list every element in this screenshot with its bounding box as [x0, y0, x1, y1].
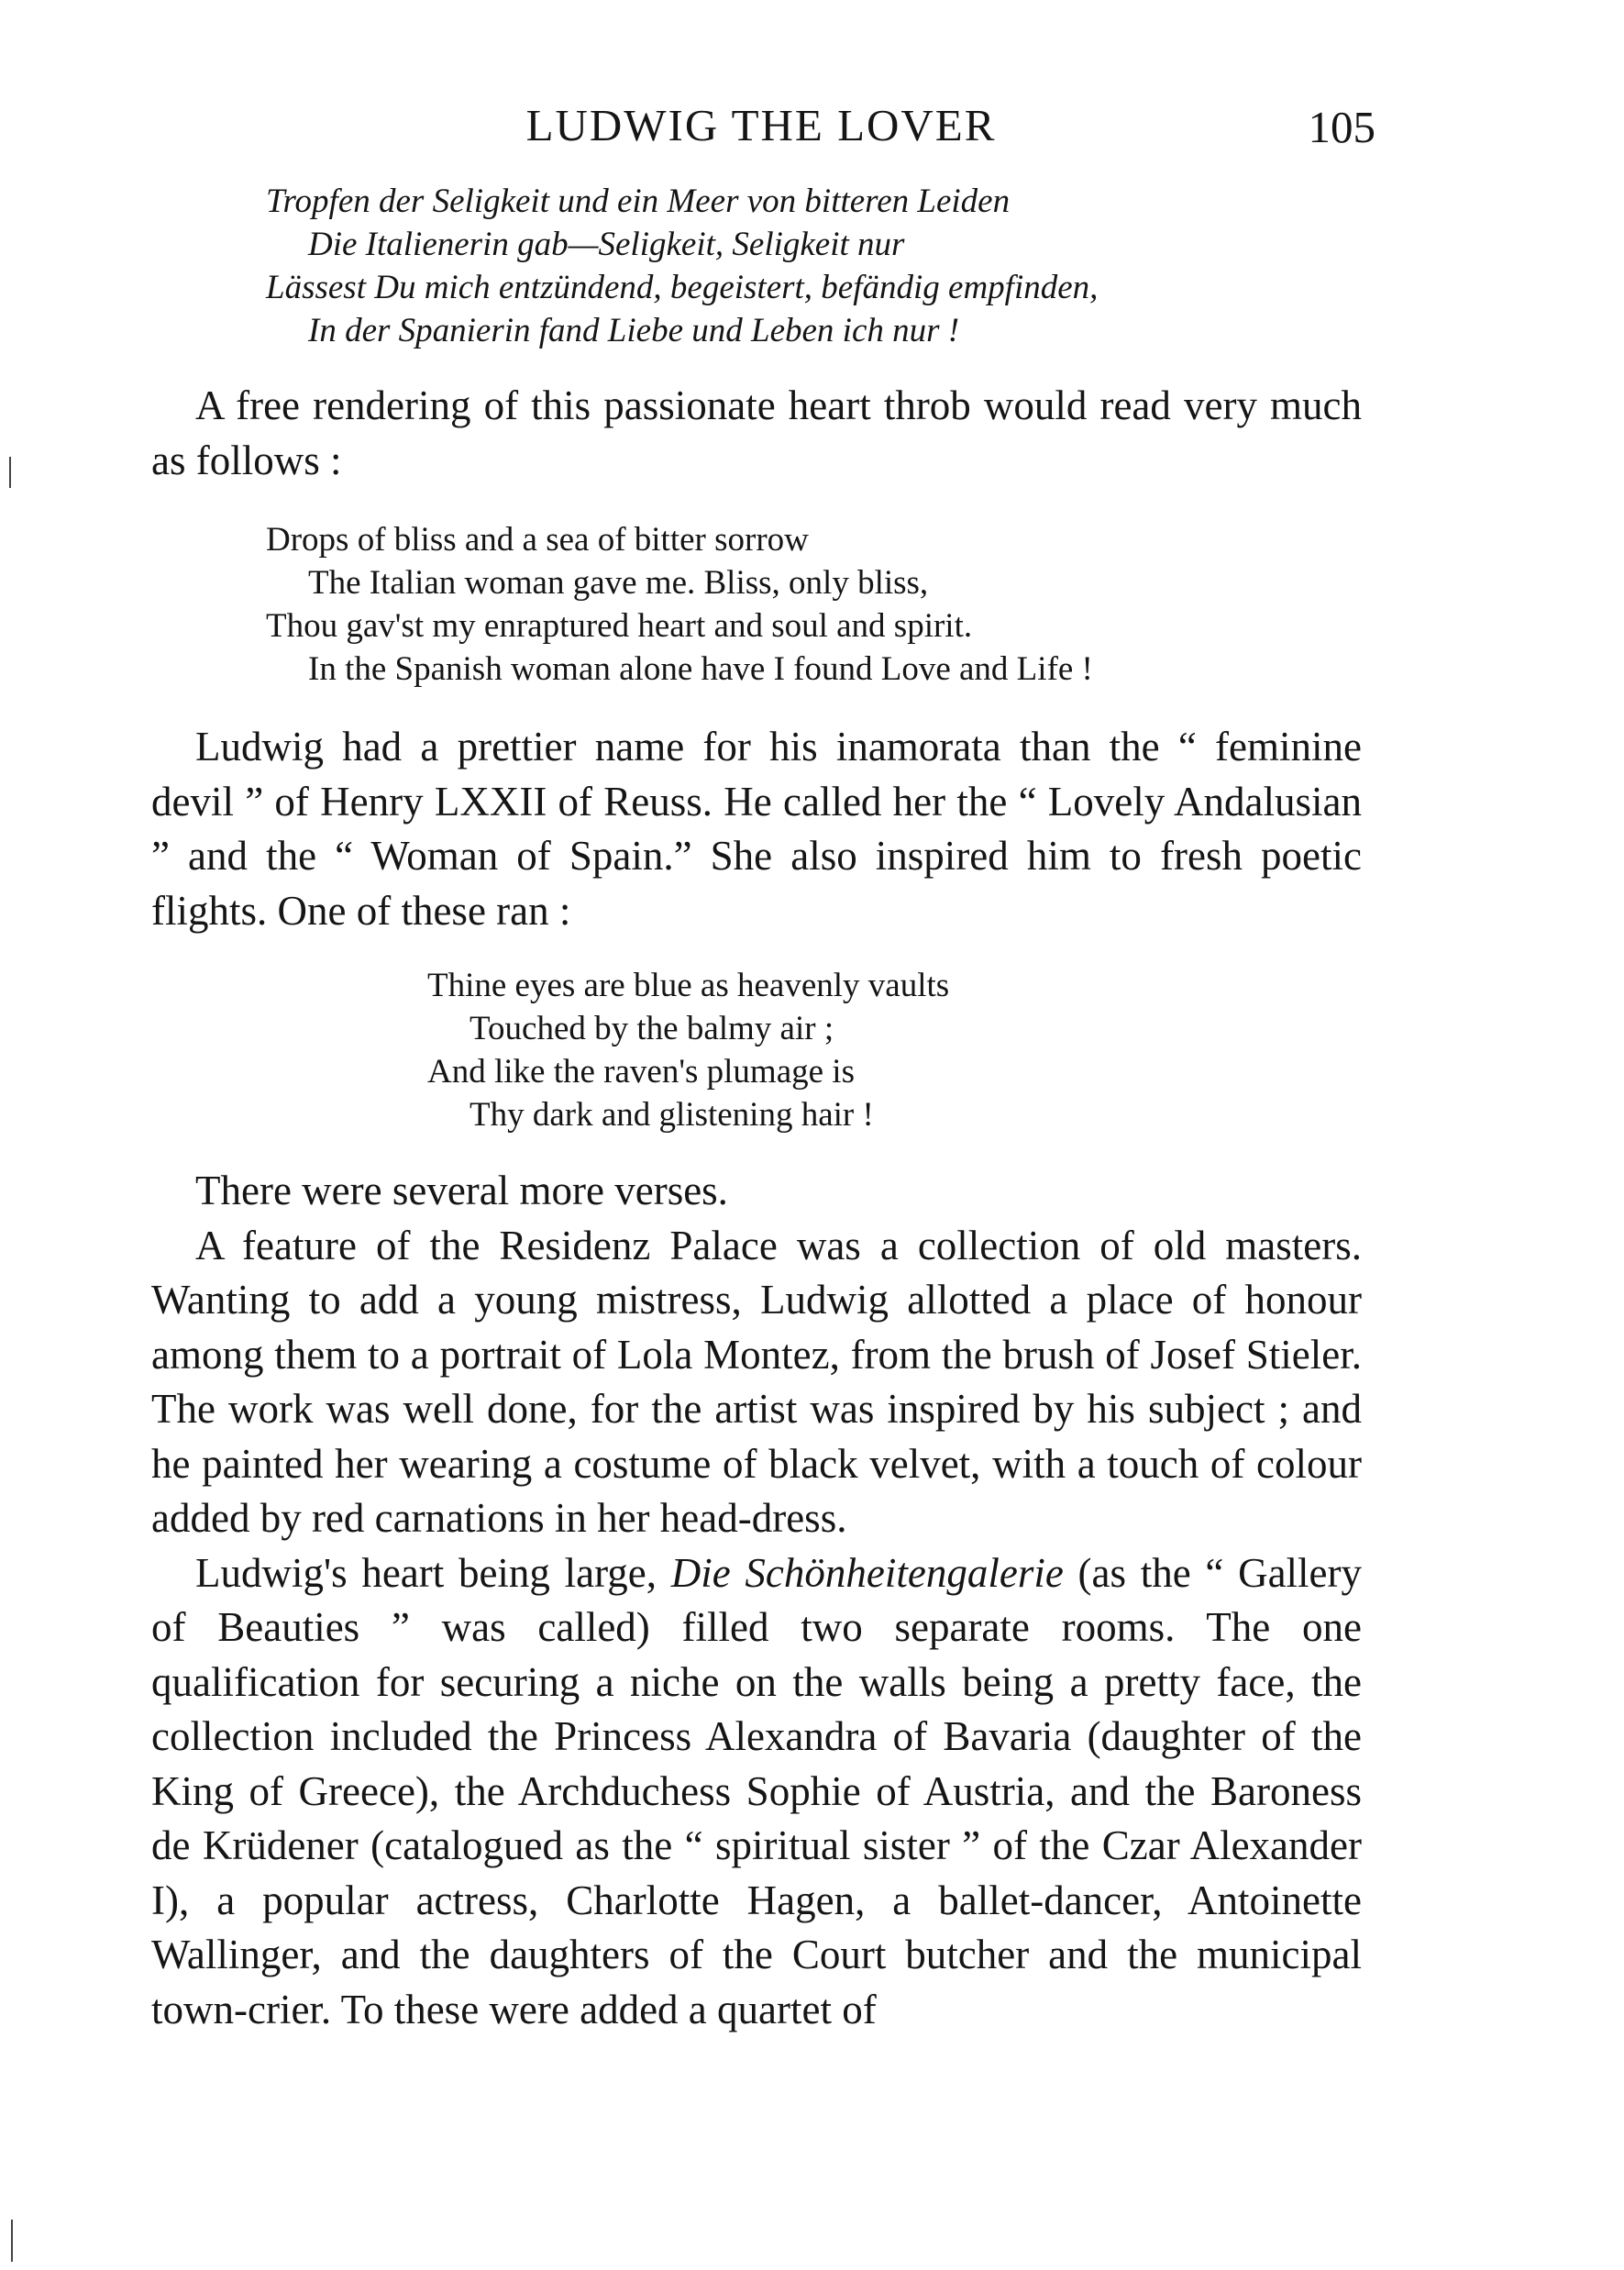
- german-verse: [266, 180, 1098, 352]
- english-verse: [266, 518, 1093, 691]
- gallery-title: Die Schönheitengalerie: [670, 1549, 1064, 1596]
- verse-line: Die Italienerin gab—Seligkeit, Seligkeit nur: [308, 226, 905, 263]
- paragraph-text: (as the “ Gallery of Beauties ” was called) filled two separate rooms. The one qualification for securing a niche on the walls being a pretty face, the collection included the Princess Alexandra of Bavaria (daughter of the King of Greece), the Archduchess Sophie of Austria, and the Baroness de Krüdener (catalogued as the “ spiritual sister ” of the Czar Alexander I), a popular actress, Charlotte Hagen, a ballet-dancer, Antoinette Wallinger, and the daughters of the Court butcher and the municipal town-crier. To these were added a quartet of: [151, 1549, 1362, 2032]
- eyes-verse: [427, 964, 949, 1136]
- verse-line: The Italian woman gave me. Bliss, only bliss,: [308, 564, 929, 602]
- prose-block: [151, 1164, 1362, 2037]
- page-header: [147, 99, 1375, 154]
- verse-line: And like the raven's plumage is: [427, 1053, 855, 1091]
- paragraph: [151, 1546, 1362, 2038]
- paragraph-text: Ludwig's heart being large,: [195, 1549, 671, 1596]
- paragraph: A feature of the Residenz Palace was a collection of old masters. Wanting to add a young mistress, Ludwig allotted a place of honour among them to a portrait of Lola Montez, from the brush of Josef Stieler. The work was well done, for the artist was inspired by his subject ; and he painted her wearing a costume of black velvet, with a touch of colour added by red carnations in her head-dress.: [151, 1222, 1362, 1541]
- verse-line: Lässest Du mich entzündend, begeistert, befändig empfinden,: [266, 269, 1099, 306]
- verse-line: Tropfen der Seligkeit und ein Meer von bitteren Leiden: [266, 183, 1011, 220]
- verse-line: Thy dark and glistening hair !: [470, 1096, 874, 1134]
- prose-block: [151, 720, 1362, 938]
- verse-line: Drops of bliss and a sea of bitter sorrow: [266, 521, 809, 559]
- margin-mark: [11, 2220, 13, 2262]
- running-title: LUDWIG THE LOVER: [525, 100, 997, 150]
- verse-line: In the Spanish woman alone have I found Love and Life !: [308, 650, 1093, 688]
- verse-line: Touched by the balmy air ;: [470, 1010, 834, 1047]
- paragraph: There were several more verses.: [195, 1168, 728, 1213]
- page-number: 105: [1308, 102, 1375, 152]
- verse-line: Thou gav'st my enraptured heart and soul and spirit.: [266, 607, 973, 645]
- prose-block: [151, 379, 1362, 488]
- verse-line: Thine eyes are blue as heavenly vaults: [427, 967, 950, 1004]
- paragraph: Ludwig had a prettier name for his inamorata than the “ feminine devil ” of Henry LXXII of Reuss. He called her the “ Lovely Andalusian ” and the “ Woman of Spain.” She also inspired him to fresh poetic flights. One of these ran :: [151, 724, 1362, 934]
- margin-mark: [9, 457, 11, 488]
- verse-line: In der Spanierin fand Liebe und Leben ich nur !: [308, 312, 960, 349]
- paragraph: A free rendering of this passionate heart throb would read very much as follows :: [151, 382, 1362, 483]
